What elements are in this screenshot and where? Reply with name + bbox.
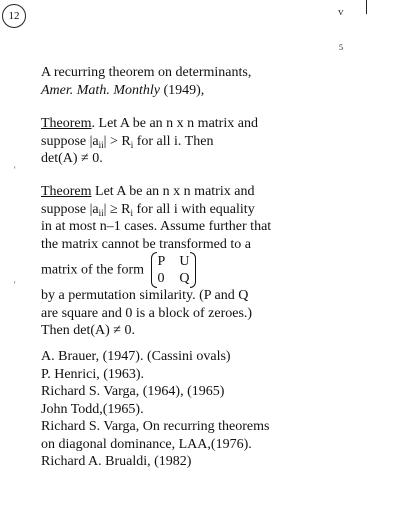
theorem-1 xyxy=(41,115,386,168)
reference-item: John Todd,(1965). xyxy=(41,401,144,417)
matrix-cell: 0 xyxy=(157,271,165,286)
reference-item: Richard S. Varga, On recurring theorems xyxy=(41,419,270,434)
stray-mark: ‘ xyxy=(13,165,17,176)
theorem-2-line: suppose $|a_{ii}| \ge R_i$ for all i with equality xyxy=(41,201,255,218)
theorem-1-line: det(A) ≠ 0. xyxy=(41,151,103,166)
citation-title: A recurring theorem on determinants, xyxy=(41,65,252,80)
reference-item: on diagonal dominance, LAA,(1976). xyxy=(41,436,252,452)
circled-number: 12 xyxy=(2,4,26,28)
reference-item: A. Brauer, (1947). (Cassini ovals) xyxy=(41,349,231,364)
pen-tick-mark xyxy=(366,0,367,14)
theorem-2-line: Then det(A) ≠ 0. xyxy=(41,323,135,338)
page-number: 5 xyxy=(339,43,343,52)
matrix-cell: Q xyxy=(179,271,190,286)
theorem-1-line: suppose $|a_{ii}| > R_i$ for all i. Then xyxy=(41,133,214,150)
theorem-1-line: Theorem. Let A be an n x n matrix and xyxy=(41,116,258,131)
reference-item: P. Henrici, (1963). xyxy=(41,366,145,382)
reference-list xyxy=(41,348,386,471)
citation-year: (1949), xyxy=(159,82,205,98)
reference-item: Richard S. Varga, (1964), (1965) xyxy=(41,384,225,399)
stray-mark: ‘ xyxy=(13,280,17,291)
theorem-2 xyxy=(41,183,386,340)
matrix-cell: U xyxy=(179,254,190,269)
theorem-label: Theorem xyxy=(41,116,92,131)
theorem-2-line: by a permutation similarity. (P and Q xyxy=(41,288,249,303)
check-mark: v xyxy=(338,6,344,18)
reference-item: Richard A. Brualdi, (1982) xyxy=(41,454,192,469)
theorem-2-line: Theorem Let A be an n x n matrix and xyxy=(41,184,255,199)
theorem-2-line: in at most n–1 cases. Assume further that xyxy=(41,219,272,234)
matrix-cell: P xyxy=(157,254,166,269)
theorem-2-line: are square and 0 is a block of zeroes.) xyxy=(41,305,253,321)
theorem-label: Theorem xyxy=(41,184,92,199)
block-matrix xyxy=(150,253,198,287)
citation-source xyxy=(41,82,386,100)
theorem-2-line: the matrix cannot be transformed to a xyxy=(41,236,251,252)
journal-name: Amer. Math. Monthly xyxy=(41,82,160,98)
citation-block xyxy=(41,64,386,99)
theorem-2-line: matrix of the form P U 0 Q xyxy=(41,253,386,287)
